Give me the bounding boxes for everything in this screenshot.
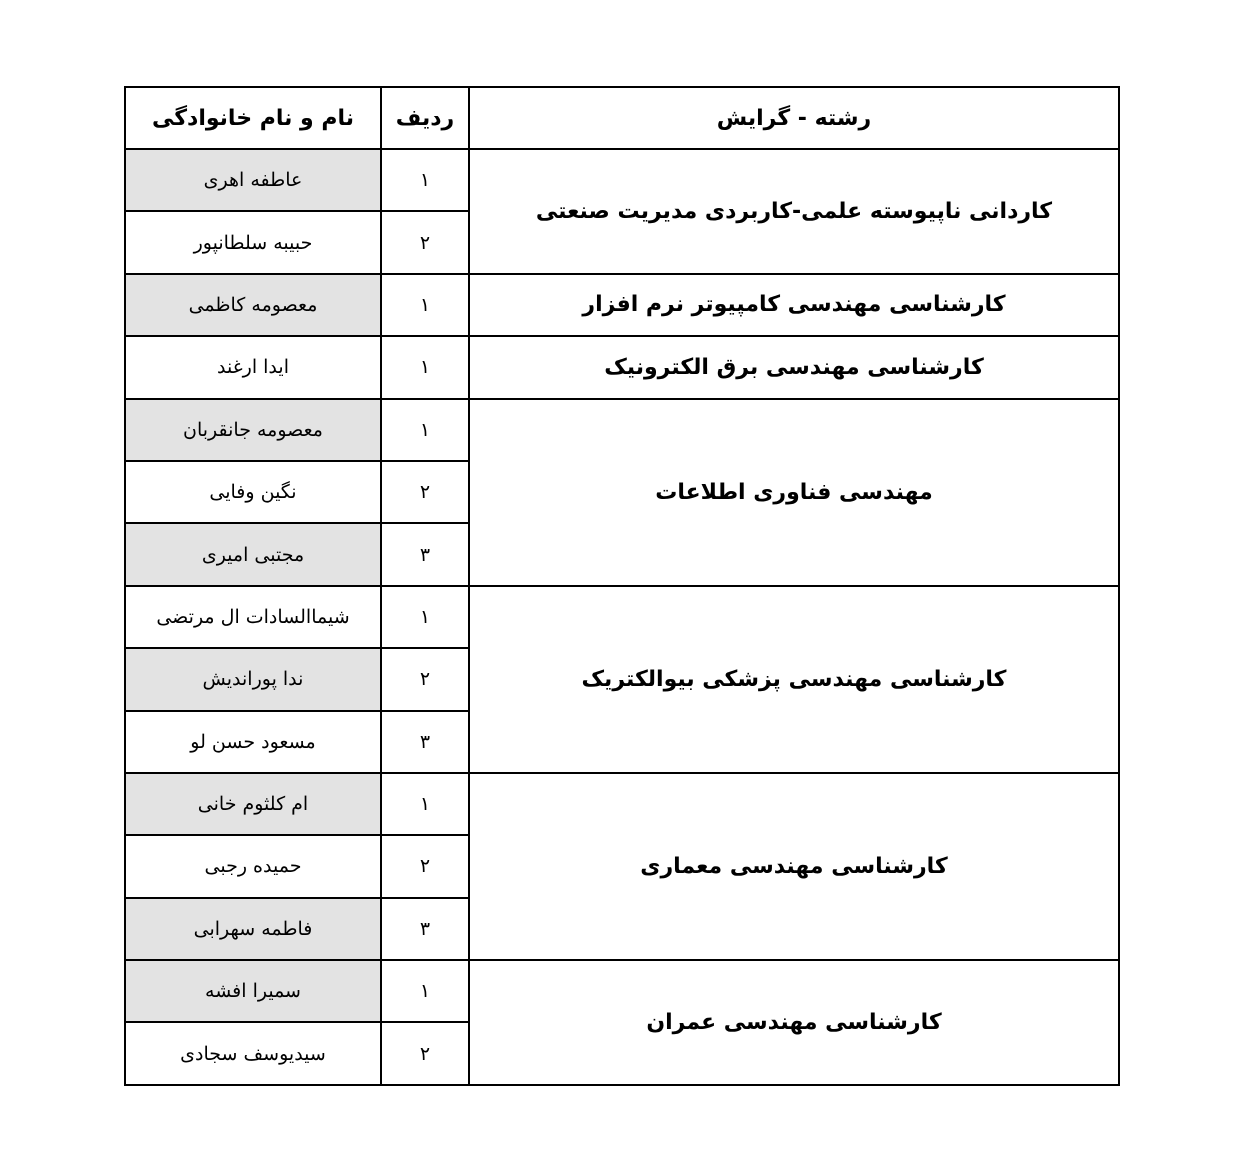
major-label: کارشناسی مهندسی عمران xyxy=(469,960,1119,1085)
student-name: مسعود حسن لو xyxy=(125,711,381,773)
student-name: حبیبه سلطانپور xyxy=(125,211,381,273)
table-row xyxy=(125,274,1119,336)
student-name: سیدیوسف سجادی xyxy=(125,1022,381,1084)
student-name: ایدا ارغند xyxy=(125,336,381,398)
header-row-number: ردیف xyxy=(381,87,469,149)
student-name: معصومه کاظمی xyxy=(125,274,381,336)
major-label: کارشناسی مهندسی معماری xyxy=(469,773,1119,960)
header-row xyxy=(125,87,1119,149)
row-number: ۱ xyxy=(381,773,469,835)
major-label: مهندسی فناوری اطلاعات xyxy=(469,399,1119,586)
table-row xyxy=(125,399,1119,461)
student-name: سمیرا افشه xyxy=(125,960,381,1022)
major-label: کاردانی ناپیوسته علمی-کاربردی مدیریت صنعتی xyxy=(469,149,1119,274)
major-label: کارشناسی مهندسی پزشکی بیوالکتریک xyxy=(469,586,1119,773)
student-name: نگین وفایی xyxy=(125,461,381,523)
students-table xyxy=(124,86,1120,1086)
table-row xyxy=(125,773,1119,835)
row-number: ۲ xyxy=(381,211,469,273)
row-number: ۲ xyxy=(381,461,469,523)
student-name: ندا پوراندیش xyxy=(125,648,381,710)
table-row xyxy=(125,336,1119,398)
student-name: حمیده رجبی xyxy=(125,835,381,897)
header-name: نام و نام خانوادگی xyxy=(125,87,381,149)
row-number: ۱ xyxy=(381,336,469,398)
student-name: مجتبی امیری xyxy=(125,523,381,585)
header-major: رشته - گرایش xyxy=(469,87,1119,149)
student-name: عاطفه اهری xyxy=(125,149,381,211)
student-name: فاطمه سهرابی xyxy=(125,898,381,960)
row-number: ۳ xyxy=(381,523,469,585)
row-number: ۱ xyxy=(381,274,469,336)
student-name: ام کلثوم خانی xyxy=(125,773,381,835)
major-label: کارشناسی مهندسی برق الکترونیک xyxy=(469,336,1119,398)
row-number: ۳ xyxy=(381,711,469,773)
row-number: ۲ xyxy=(381,648,469,710)
major-label: کارشناسی مهندسی کامپیوتر نرم افزار xyxy=(469,274,1119,336)
student-name: شیماالسادات ال مرتضی xyxy=(125,586,381,648)
table-row xyxy=(125,586,1119,648)
row-number: ۳ xyxy=(381,898,469,960)
row-number: ۱ xyxy=(381,399,469,461)
student-name: معصومه جانقربان xyxy=(125,399,381,461)
row-number: ۲ xyxy=(381,1022,469,1084)
row-number: ۱ xyxy=(381,960,469,1022)
table-row xyxy=(125,149,1119,211)
row-number: ۱ xyxy=(381,586,469,648)
table-row xyxy=(125,960,1119,1022)
row-number: ۱ xyxy=(381,149,469,211)
row-number: ۲ xyxy=(381,835,469,897)
